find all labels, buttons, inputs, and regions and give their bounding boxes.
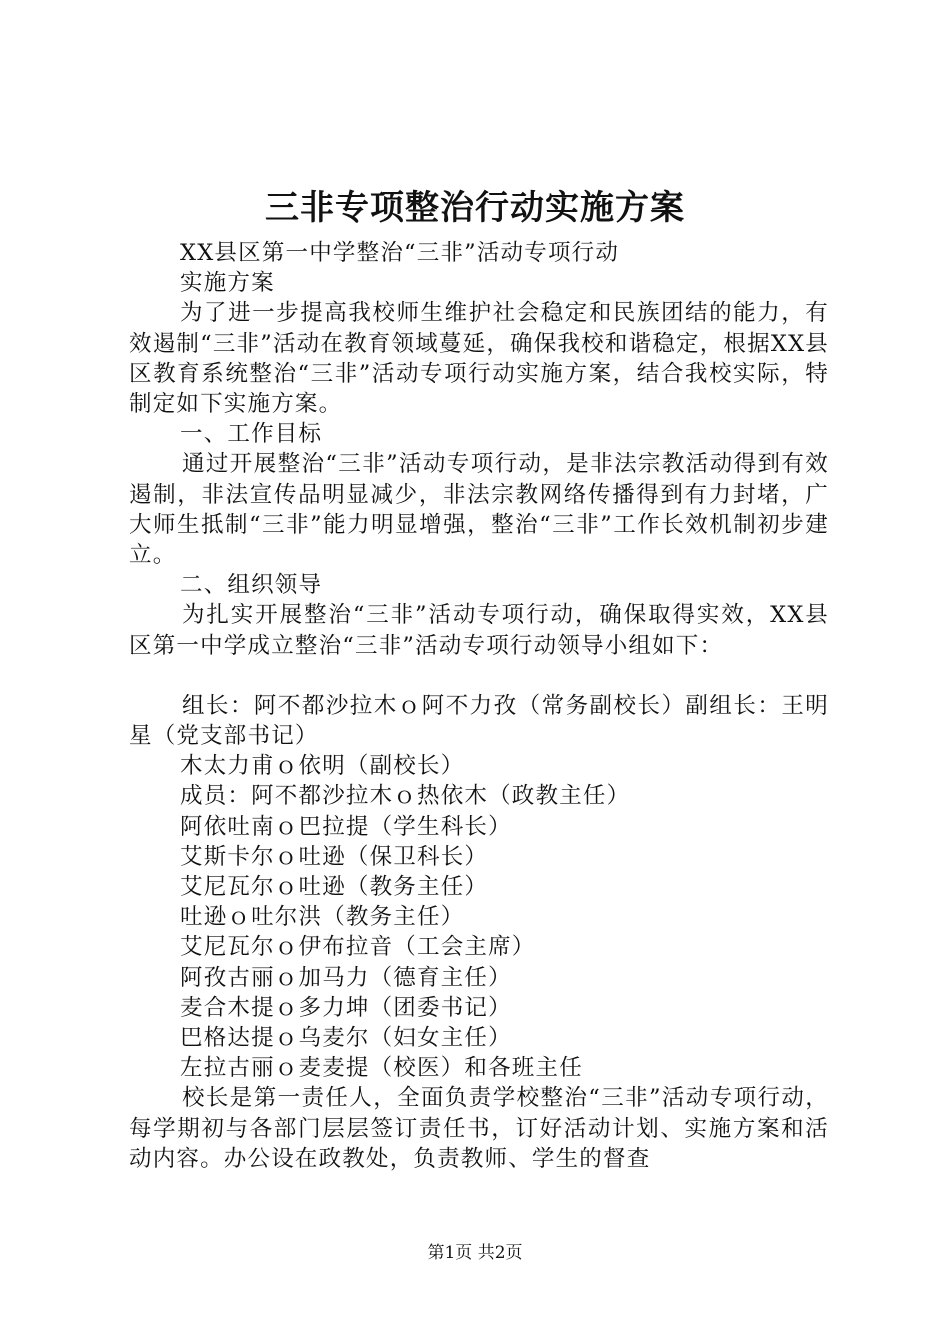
document-title: 三非专项整治行动实施方案 xyxy=(265,188,685,228)
list-item: 阿孜古丽ｏ加马力（德育主任） xyxy=(180,964,512,991)
list-item-leader: 组长：阿不都沙拉木ｏ阿不力孜（常务副校长）副组长：王明星（党支部书记） xyxy=(129,692,829,750)
list-item: 阿依吐南ｏ巴拉提（学生科长） xyxy=(180,813,512,840)
list-item: 麦合木提ｏ多力坤（团委书记） xyxy=(180,994,512,1021)
list-item: 左拉古丽ｏ麦麦提（校医）和各班主任 xyxy=(180,1055,583,1082)
list-item: 成员：阿不都沙拉木ｏ热依木（政教主任） xyxy=(180,783,631,810)
paragraph-leadership: 为扎实开展整治“三非”活动专项行动，确保取得实效，XX县区第一中学成立整治“三非”活动专项行动领导小组如下： xyxy=(129,602,829,659)
section-heading-goals: 一、工作目标 xyxy=(180,421,323,448)
paragraph-responsibility: 校长是第一责任人，全面负责学校整治“三非”活动专项行动，每学期初与各部门层层签订责任书，订好活动计划、实施方案和活动内容。办公设在政教处，负责教师、学生的督查 xyxy=(129,1085,829,1172)
document-body xyxy=(129,238,829,1174)
section-heading-leadership: 二、组织领导 xyxy=(180,572,323,599)
page-number: 第1页 共2页 xyxy=(427,1243,523,1263)
list-item: 艾斯卡尔ｏ吐逊（保卫科长） xyxy=(180,843,489,870)
list-item: 吐逊ｏ吐尔洪（教务主任） xyxy=(180,904,465,931)
paragraph-spacer xyxy=(129,661,829,691)
paragraph-heading-line1: XX县区第一中学整治“三非”活动专项行动 xyxy=(180,240,620,266)
list-item: 木太力甫ｏ依明（副校长） xyxy=(180,753,465,780)
paragraph-goals: 通过开展整治“三非”活动专项行动，是非法宗教活动得到有效遏制，非法宣传品明显减少，非法宗教网络传播得到有力封堵，广大师生抵制“三非”能力明显增强，整治“三非”工作长效机制初步建立。 xyxy=(129,451,829,569)
list-item: 巴格达提ｏ乌麦尔（妇女主任） xyxy=(180,1025,512,1052)
list-item: 艾尼瓦尔ｏ伊布拉音（工会主席） xyxy=(180,934,536,961)
paragraph-intro: 为了进一步提高我校师生维护社会稳定和民族团结的能力，有效遏制“三非”活动在教育领域蔓延，确保我校和谐稳定，根据XX县区教育系统整治“三非”活动专项行动实施方案，结合我校实际，特制定如下实施方案。 xyxy=(129,300,829,418)
list-item: 艾尼瓦尔ｏ吐逊（教务主任） xyxy=(180,874,489,901)
paragraph-heading-line2: 实施方案 xyxy=(180,270,275,297)
